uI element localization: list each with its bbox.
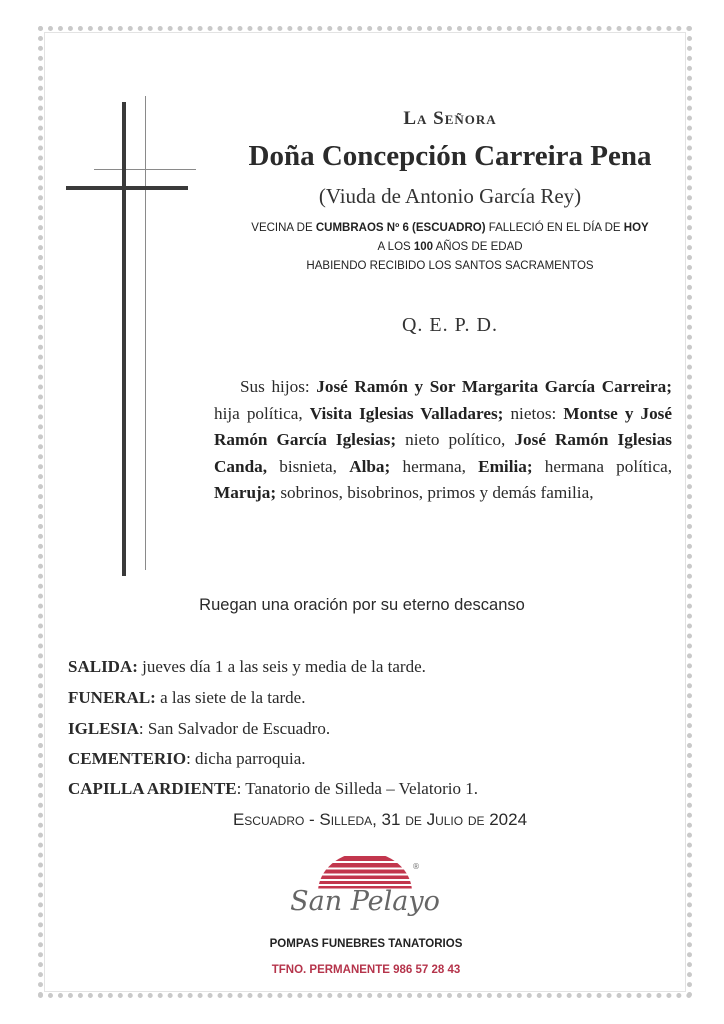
detail-capilla bbox=[68, 779, 478, 799]
company-services: POMPAS FUNEBRES TANATORIOS bbox=[269, 938, 463, 950]
cross-shadow-vertical bbox=[145, 96, 146, 570]
detail-text: : dicha parroquia. bbox=[186, 749, 306, 768]
text: hermana, bbox=[390, 456, 479, 476]
detail-funeral bbox=[68, 688, 305, 708]
text: sobrinos, bisobrinos, primos y demás familia, bbox=[276, 483, 594, 502]
text: nietos: bbox=[503, 403, 564, 423]
age-line bbox=[220, 241, 680, 253]
names: Maruja; bbox=[214, 483, 277, 502]
place-date: Escuadro - Silleda, 31 de Julio de 2024 bbox=[232, 810, 528, 829]
text: bisnieta, bbox=[267, 456, 350, 476]
text: A LOS bbox=[377, 241, 414, 253]
text: VECINA DE bbox=[251, 222, 316, 234]
detail-label: FUNERAL: bbox=[68, 688, 156, 707]
detail-text: a las siete de la tarde. bbox=[155, 688, 306, 707]
address: CUMBRAOS Nº 6 (ESCUADRO) bbox=[315, 222, 486, 234]
text: nieto político, bbox=[396, 430, 515, 449]
family-paragraph bbox=[214, 374, 672, 507]
prayer-request: Ruegan una oración por su eterno descanso bbox=[199, 596, 525, 614]
detail-text: jueves día 1 a las seis y media de la tarde. bbox=[137, 657, 426, 676]
names: Emilia; bbox=[478, 456, 533, 476]
detail-text: : San Salvador de Escuadro. bbox=[138, 719, 331, 738]
names: Montse y José Ramón García Iglesias; bbox=[214, 403, 672, 449]
widow-of: (Viuda de Antonio García Rey) bbox=[318, 184, 582, 208]
sacraments-line: HABIENDO RECIBIDO LOS SANTOS SACRAMENTOS bbox=[306, 260, 594, 272]
detail-label: IGLESIA bbox=[68, 719, 139, 738]
cross-vertical-bar bbox=[122, 102, 126, 576]
deceased-name: Doña Concepción Carreira Pena bbox=[248, 140, 652, 172]
detail-label: SALIDA: bbox=[68, 657, 138, 676]
qepd: Q. E. P. D. bbox=[401, 314, 498, 336]
detail-label: CAPILLA ARDIENTE bbox=[68, 779, 237, 798]
phone-number: TFNO. PERMANENTE 986 57 28 43 bbox=[271, 964, 461, 976]
names: José Ramón Iglesias Canda, bbox=[214, 430, 672, 476]
text: FALLECIÓ EN EL DÍA DE bbox=[485, 222, 624, 234]
detail-label: CEMENTERIO bbox=[68, 749, 187, 768]
title-la-senora: La Señora bbox=[403, 108, 497, 129]
text: hija política, bbox=[214, 403, 310, 423]
text: AÑOS DE EDAD bbox=[433, 241, 523, 253]
logo-wordmark: San Pelayo bbox=[290, 886, 440, 917]
names: Visita Iglesias Valladares; bbox=[309, 403, 504, 423]
names: José Ramón y Sor Margarita García Carreira; bbox=[316, 377, 673, 396]
age: 100 bbox=[413, 241, 434, 253]
detail-cementerio bbox=[68, 749, 306, 769]
registered-mark: ® bbox=[412, 862, 420, 871]
inner-border bbox=[44, 32, 686, 992]
detail-iglesia bbox=[68, 719, 330, 739]
detail-salida bbox=[68, 657, 426, 677]
text: hermana política, bbox=[532, 456, 672, 476]
cross-shadow-horizontal bbox=[94, 169, 196, 170]
cross-horizontal-bar bbox=[66, 186, 188, 190]
names: Alba; bbox=[349, 456, 391, 476]
detail-text: : Tanatorio de Silleda – Velatorio 1. bbox=[236, 779, 478, 798]
day: HOY bbox=[623, 222, 649, 234]
residence-line bbox=[220, 222, 680, 234]
text: Sus hijos: bbox=[240, 377, 317, 396]
